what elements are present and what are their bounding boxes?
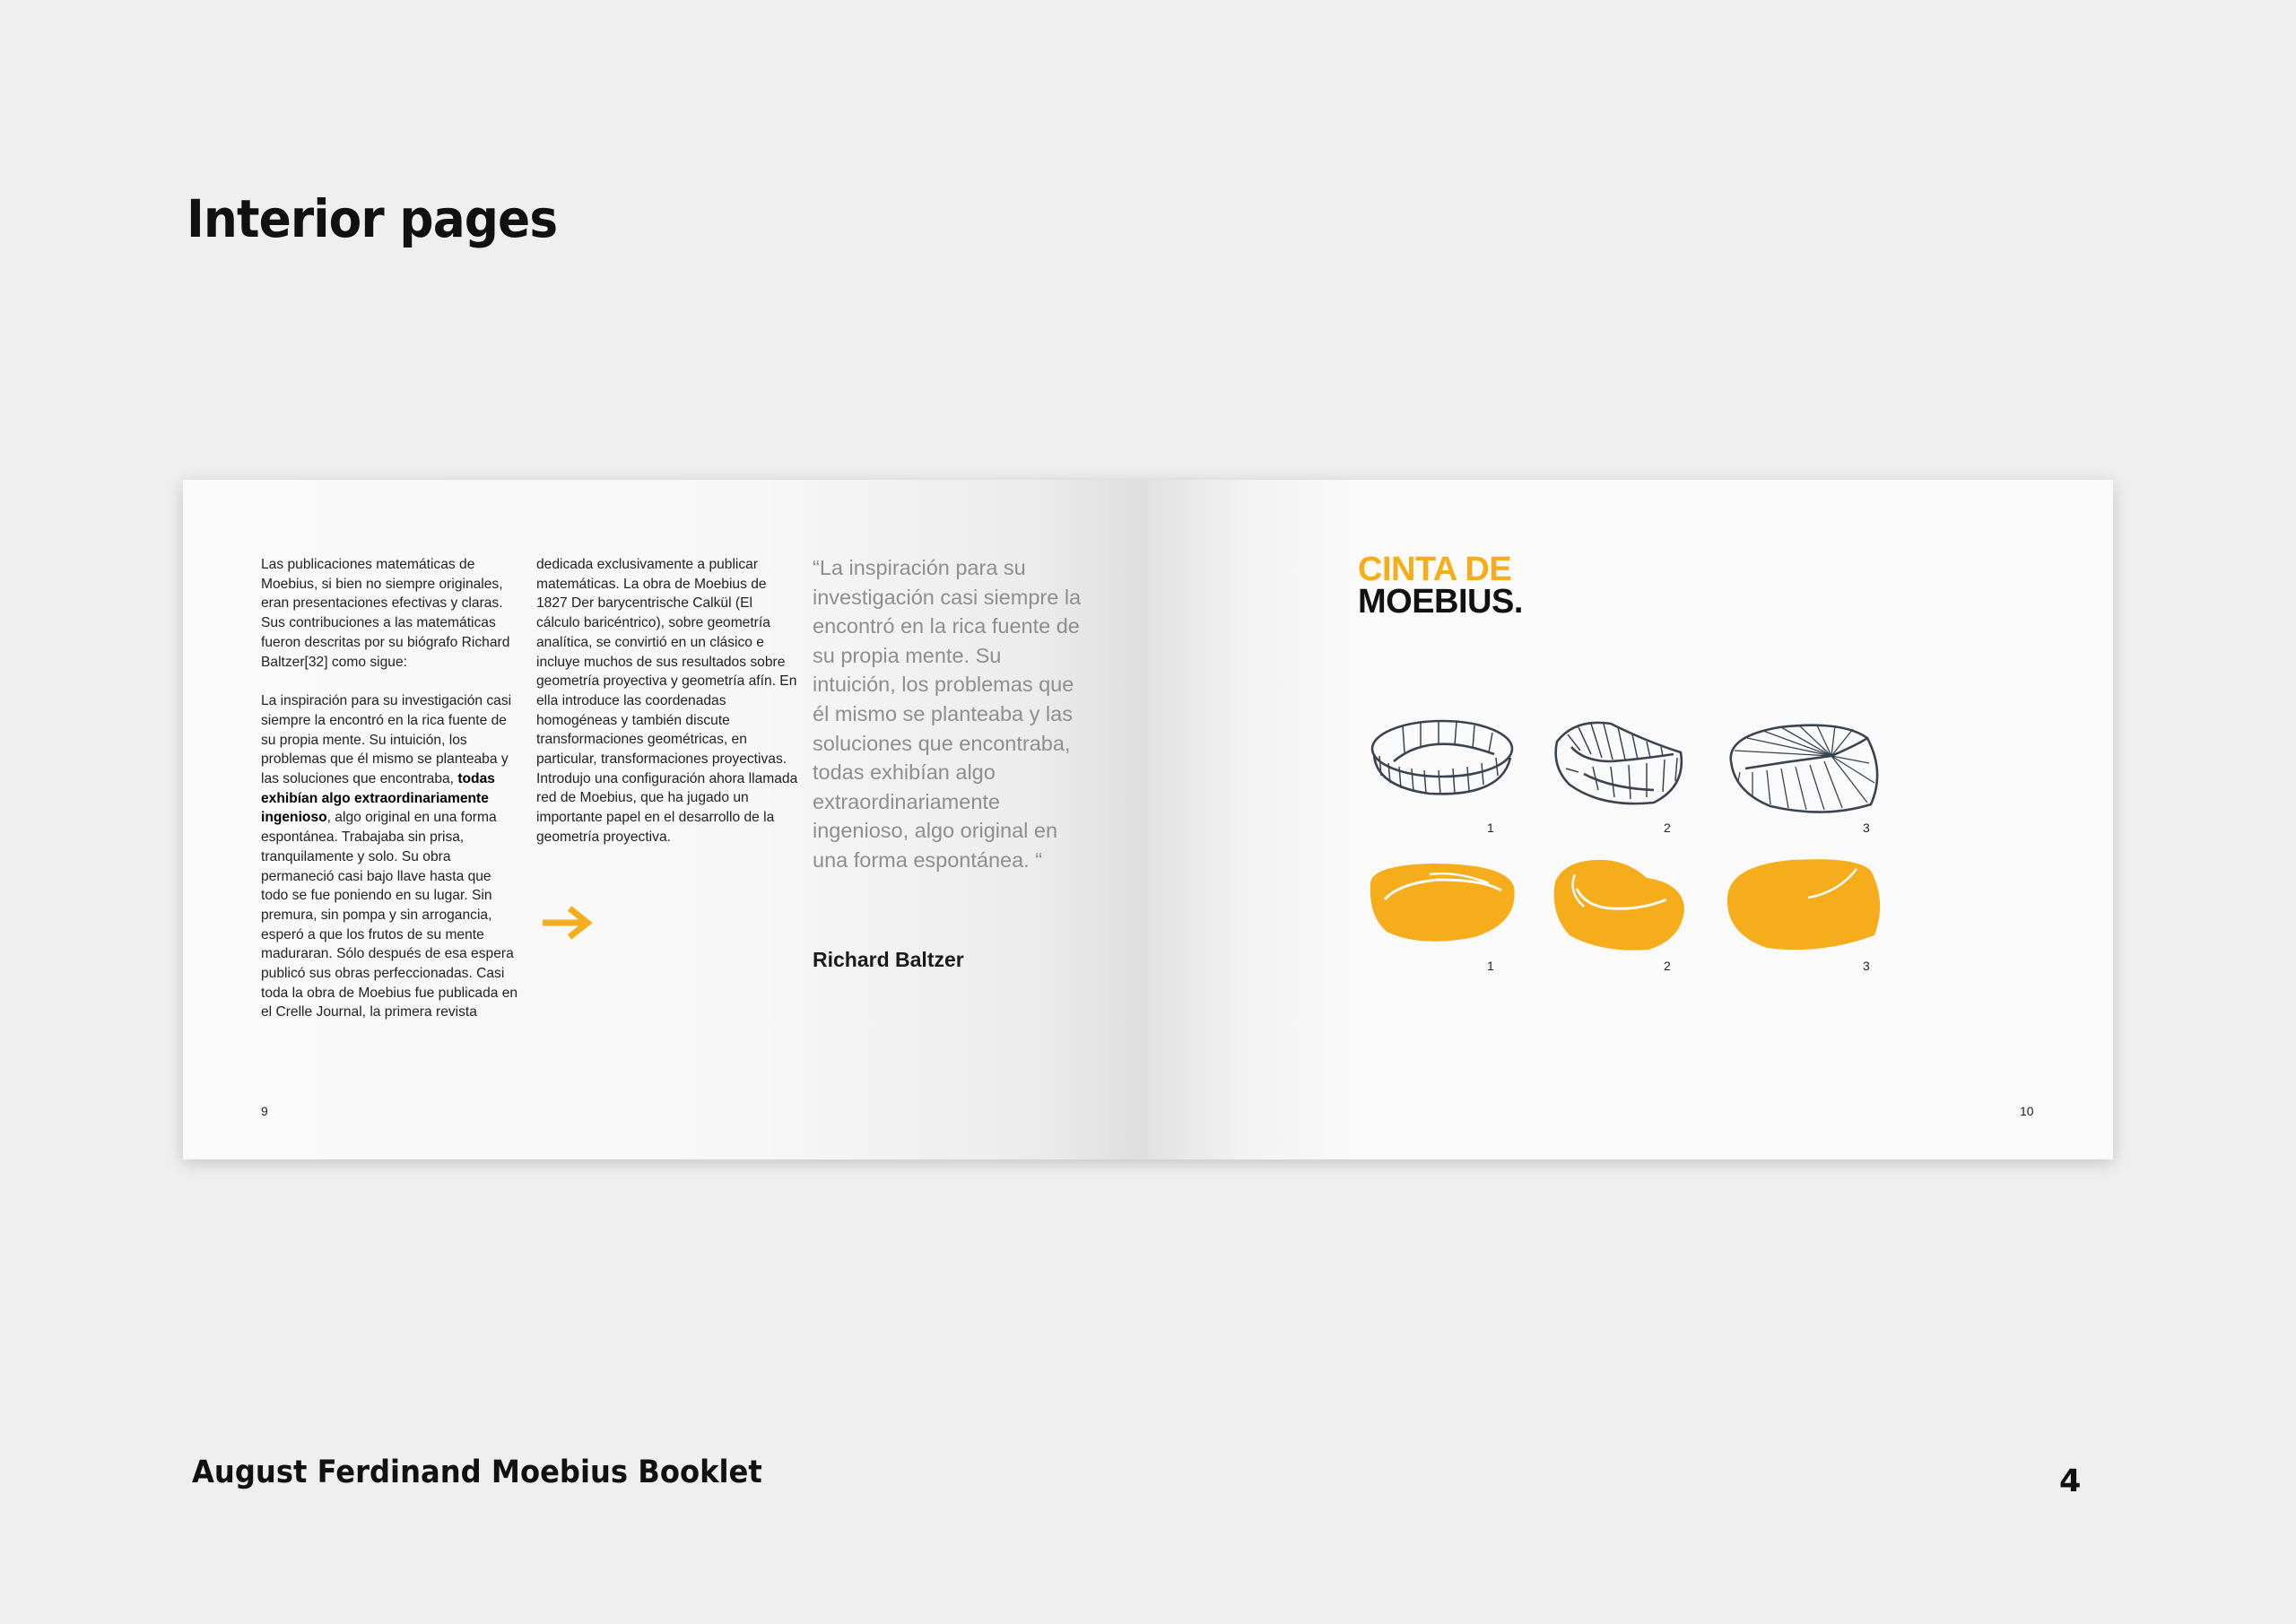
left-page — [183, 480, 1148, 1159]
paragraph-text: , algo original en una forma espontánea. Trabajaba sin prisa, tranquilamente y solo. Su obra permaneció casi bajo llave hasta que todo se fue poniendo en su lugar. Sin premura, sin pompa y sin arrogancia, esperó a que los frutos de su mente maduraran. Sólo después de esa espera publicó sus obras perfeccionadas. Casi toda la obra de Moebius fue publicada en el Crelle Journal, la primera revista — [261, 810, 518, 1020]
page-number-left: 9 — [261, 1104, 268, 1118]
moebius-solid-2-icon — [1548, 856, 1688, 955]
figure-label: 2 — [1664, 821, 1671, 835]
section-title — [1358, 551, 1523, 621]
body-paragraph-3: dedicada exclusivamente a publicar matemáticas. La obra de Moebius de 1827 Der barycentrische Calkül (El cálculo baricéntrico), sobre geometría analítica, se convirtió en un clásico e incluye muchos de sus resultados sobre geometría proyectiva y geometría afín. En ella introduce las coordenadas homogéneas y también discute transformaciones geométricas, en particular, transformaciones proyectivas. Introdujo una configuración ahora llamada red de Moebius, que ha jugado un importante papel en el desarrollo de la geometría proyectiva. — [536, 557, 798, 845]
moebius-solid-1-icon — [1367, 860, 1518, 950]
arrow-right-icon — [539, 901, 595, 944]
page-number-right: 10 — [2020, 1104, 2034, 1118]
figure-label: 2 — [1664, 959, 1671, 973]
moebius-solid-3-icon — [1722, 856, 1887, 957]
bold-emphasis: todas exhibían algo extraordinariamente ingenioso — [261, 771, 495, 826]
page-title: Interior pages — [187, 188, 558, 249]
body-paragraph-2 — [261, 691, 521, 1022]
right-page — [1148, 480, 2113, 1159]
moebius-wireframe-1-icon — [1367, 715, 1518, 804]
footer-page-number: 4 — [2059, 1463, 2082, 1499]
pull-quote: “La inspiración para su investigación casi siempre la encontró en la rica fuente de su propia mente. Su intuición, los problemas que él mismo se planteaba y las soluciones que encontraba, todas exhibían algo extraordinariamente ingenioso, algo original en una forma espontánea. “ — [813, 556, 1082, 872]
moebius-wireframe-3-icon — [1726, 718, 1887, 817]
paragraph-text: La inspiración para su investigación casi siempre la encontró en la rica fuente de su propia mente. Su intuición, los problemas que él mismo se planteaba y las soluciones que encontraba, — [261, 693, 512, 787]
body-paragraph-1: Las publicaciones matemáticas de Moebius, si bien no siempre originales, eran presentaciones efectivas y claras. Sus contribuciones a las matemáticas fueron descritas por su biógrafo Richard Baltzer[32] como sigue: — [261, 557, 510, 670]
body-column-1 — [261, 555, 521, 1042]
title-line-accent: CINTA DE — [1358, 551, 1512, 588]
body-column-2 — [536, 555, 798, 867]
figure-label: 1 — [1487, 959, 1494, 973]
figure-label: 1 — [1487, 821, 1494, 835]
quote-author: Richard Baltzer — [813, 948, 964, 971]
booklet-spread — [183, 480, 2113, 1159]
moebius-wireframe-2-icon — [1548, 715, 1688, 810]
figure-label: 3 — [1863, 821, 1870, 835]
title-line-dark: MOEBIUS. — [1358, 583, 1523, 621]
footer-title: August Ferdinand Moebius Booklet — [192, 1455, 762, 1490]
figure-label: 3 — [1863, 959, 1870, 973]
